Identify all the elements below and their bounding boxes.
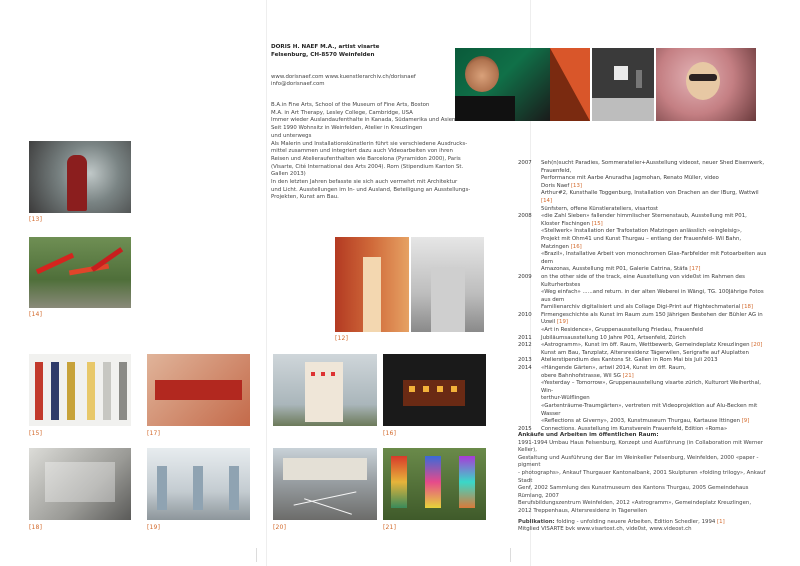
cv-list [518,160,768,433]
cv-entry: 5ünfstern, offene Künstlerateliers, visartost [541,205,659,212]
cv-entry: «Yesterday – Tomorrow», Gruppenausstellung visarte zürich, Kulturort Weiherthal, Win- [541,380,761,394]
artist-header [271,44,451,59]
cv-entry: 2013 Atelierstipendium des Kantons St. Gallen in Rom Mai bis Juli 2013 [518,357,718,364]
cv-entry: 2011 Jubiläumsausstellung 10 Jahre P01, Artsenfeld, Zürich [518,334,686,341]
cv-entry: Kunst am Bau, Tanzplatz, Altersresidenz Tägerwilen, Serigrafie auf Aluplatten [541,349,749,356]
cv-entry: 2015 Connections. Ausstellung im Kunstverein Frauenfeld, Edition «Roma» [518,425,728,432]
photo-20 [273,448,377,520]
bio-line: (Visarte, Cité International des Arts 2004). Rom (Stipendium Kanton St. [271,163,464,170]
cv-entry: «Weg einfach» ......and return. in der alten Weberei in Wängi, TG. 100Jährige Fotos aus dem [541,289,764,303]
cv-entry: obere Bahnhofstrasse, Wil SG [21] [541,372,634,379]
bio-line: B.A.in Fine Arts, School of the Museum of Fine Arts, Boston [271,102,430,108]
bio-line: Projekten, Kunst am Bau. [271,194,339,201]
public-works-line: 1991-1994 Umbau Haus Felsenburg, Konzept und Ausführung (in Collaboration mit Werner Keller), [518,439,763,454]
cv-entry: 2007 Seh(n)sucht Paradies, Sommeratelier+Ausstellung videost, neuer Shed Eisenwerk, Frauenfeld, [518,160,765,174]
cv-entry: Projekt mit Ohm41 und Kunst Thurgau – entlang der Frauenfeld- Wil Bahn, Matzingen [16] [541,235,742,250]
cv-entry: 2012 «Astrogramm», Kunst im öff. Raum, Wettbewerb, Gemeindeplatz Kreuzlingen [20] [518,342,763,349]
public-works-line: - photographs», Ankauf Thurgauer Kantonalbank, 2001 Skulpturen «folding trilogy», Ankauf Stadt [518,469,766,484]
bio-line: Immer wieder Auslandaufenthalte in Kanada, Südamerika und Asien [271,117,456,124]
photo-14 [29,237,131,308]
bio-line: In den letzten Jahren befasste sie sich auch vermehrt mit Architektur [271,179,458,186]
contact-email[interactable]: info@dorisnaef.com [271,81,325,88]
cv-entry: «Art in Residence», Gruppenausstellung Friedau, Frauenfeld [541,327,703,334]
photo-19 [147,448,250,520]
footer-mark [256,548,257,562]
bio-line: Gallen 2013) [271,171,306,178]
public-works-line: Berufsbildungszentrum Weinfelden, 2012 «Astrogramm», Gemeindeplatz Kreuzlingen, [518,500,752,507]
cv-entry: 2014 «Hängende Gärten», artwil 2014, Kunst im öff. Raum, [518,365,686,372]
membership-line[interactable]: Mitglied VISARTE bvk www.visartost.ch, vide0st, www.videost.ch [518,526,692,533]
bio-line: und Licht. Ausstellungen im In- und Ausland, Beteiligung an Ausstellungs- [271,186,471,193]
public-works [518,432,768,534]
cv-entry: 2009 on the other side of the track, eine Ausstellung von vide0st im Rahmen des Kulturherbstes [518,273,745,288]
bio-line: mittel zusammen und integriert dazu auch Videoarbeiten von ihren [271,148,453,155]
caption-21: [21] [383,524,397,531]
cv-entry: 2010 Firmengeschichte als Kunst im Raum zum 150 Jährigen Bestehen der Bühler AG in Uzwil [19] [518,311,763,326]
cv-entry: Arthur#2, Kunsthalle Toggenburg, Installation von Drachen an der IBurg, Wattwil [14] [541,190,759,204]
bio-line: Reisen und Atelieraufenthalten wie Barcelona (Pyramidon 2000), Paris [271,155,461,162]
caption-14: [14] [29,311,43,318]
sunglasses-photo [656,48,756,121]
photo-17 [147,354,250,426]
public-works-heading: Ankäufe und Arbeiten im öffentlichen Raum: [518,432,659,438]
bio-block [271,102,481,202]
caption-13: [13] [29,216,43,223]
cv-entry: «Stellwerk» Installation der Trafostation Matzingen anlässlich «eingleisig», [541,228,742,235]
photo-15 [29,354,131,426]
cv-entry: «Brazil», Installative Arbeit von monochromen Glas-Farbfelder mit Fotoarbeiten aus dem [541,251,767,265]
page-gutter [266,0,267,566]
bio-line: und unterwegs [271,132,312,139]
photo-16-b [383,354,486,426]
public-works-line: Gestaltung und Ausführung der Bar im Weinkeller Felsenburg, Weinfelden, 2000 «paper - pigment [518,454,759,469]
photo-18 [29,448,131,520]
photo-12-a [335,237,409,332]
photo-21 [383,448,486,520]
cv-entry: Kloster Fischingen [15] [541,220,603,227]
photo-12-b [411,237,484,332]
bio-line: M.A. in Art Therapy, Lesley College, Cambridge, USA [271,109,413,116]
caption-19: [19] [147,524,161,531]
contact-block [271,74,471,89]
cv-entry: «Reflections at Giverny», 2003, Kunstmuseum Thurgau, Kartause Ittingen [9] [541,418,750,425]
artist-name: DORIS H. NAEF M.A., artist visarte [271,44,380,50]
bio-line: Seit 1990 Wohnsitz in Weinfelden, Atelier in Kreuzlingen [271,125,423,132]
cv-entry: Amazonas, Ausstellung mit P01, Galerie Catrina, Stäfa [17] [541,266,701,273]
caption-18: [18] [29,524,43,531]
bio-line: Als Malerin und Installationskünstlerin führt sie verschiedene Ausdrucks- [271,140,468,147]
cv-entry: 2008 «die Zahl Sieben» fallender himmlischer Sternenstaub, Ausstellung mit P01, [518,213,747,220]
footer-mark [510,548,511,562]
caption-12: [12] [335,335,349,342]
portrait-photo [455,48,550,121]
public-works-line: 2012 Treppenhaus, Altersresidenz in Tägerwilen [518,507,648,514]
cv-entry: terthur-Wülflingen [541,395,590,402]
caption-20: [20] [273,524,287,531]
gallery-photo [592,48,654,121]
cv-entry: Doris Naef [13] [541,182,583,189]
caption-17: [17] [147,430,161,437]
artist-location: Felsenburg, CH-8570 Weinfelden [271,51,375,58]
cv-entry: Performance mit Aarbe Anuradha Jagmohan, Renato Müller, video [541,175,719,182]
contact-websites[interactable]: www.dorisnaef.com www.kuenstlerarchiv.ch/dorisnaef [271,74,416,80]
photo-16-a [273,354,377,426]
caption-16: [16] [383,430,397,437]
cv-entry: Familienarchiv digitalisiert und als Collage Digi-Print auf Hightechmaterial [18] [541,304,754,311]
publication-line: Publikation: folding - unfolding neuere Arbeiten, Edition Schedler, 1994 [1] [518,518,725,525]
pyramid-photo [550,48,590,121]
caption-15: [15] [29,430,43,437]
photo-13 [29,141,131,213]
public-works-line: Genf, 2002 Sammlung des Kunstmuseum des Kantons Thurgau, 2005 Gemeindehaus Rümlang, 2007 [518,485,749,499]
cv-entry: «Gartenträume-Traumgärten», vertreten mit Videoprojektion auf Alu-Becken mit Wasser [541,403,758,417]
